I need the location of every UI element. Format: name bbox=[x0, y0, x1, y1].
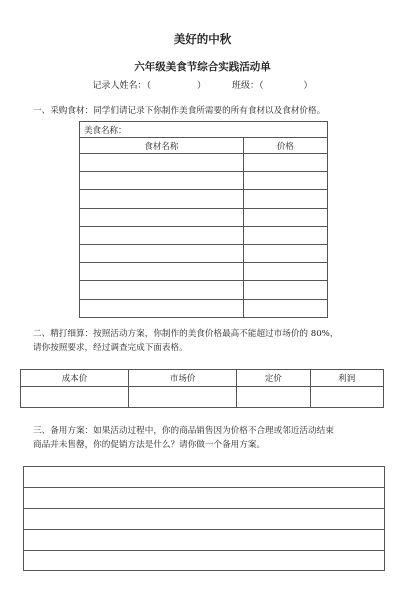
profit-header: 利润 bbox=[310, 370, 383, 387]
recorder-line bbox=[0, 78, 405, 91]
set-price-header: 定价 bbox=[237, 370, 310, 387]
backup-plan-line[interactable] bbox=[23, 529, 385, 550]
ingredients-table bbox=[79, 121, 328, 318]
price-header: 价格 bbox=[243, 138, 327, 154]
section2-line1: 二、精打细算：按照活动方案，你制作的美食价格最高不能超过市场价的 80%， bbox=[33, 329, 339, 339]
ingredient-price-cell[interactable] bbox=[243, 281, 327, 299]
dish-name-label: 美食名称： bbox=[84, 125, 127, 136]
section3-line2: 商品并未售罄，你的促销方法是什么？请你做一个备用方案。 bbox=[33, 440, 266, 450]
ingredient-price-cell[interactable] bbox=[243, 172, 327, 190]
backup-plan-line[interactable] bbox=[23, 466, 385, 487]
ingredient-name-cell[interactable] bbox=[80, 190, 244, 208]
section3-line1: 三、备用方案：如果活动过程中，你的商品销售因为价格不合理或邻近活动结束 bbox=[33, 426, 334, 436]
ingredient-price-cell[interactable] bbox=[243, 244, 327, 262]
ingredient-price-cell[interactable] bbox=[243, 208, 327, 226]
section3-instruction bbox=[33, 424, 385, 452]
ingredient-price-cell[interactable] bbox=[243, 299, 327, 317]
ingredient-name-cell[interactable] bbox=[80, 281, 244, 299]
ingredient-name-cell[interactable] bbox=[80, 208, 244, 226]
ingredient-price-cell[interactable] bbox=[243, 190, 327, 208]
cost-price-header: 成本价 bbox=[21, 370, 129, 387]
dish-name-cell[interactable] bbox=[80, 122, 328, 138]
ingredient-name-cell[interactable] bbox=[80, 263, 244, 281]
backup-plan-lines bbox=[23, 466, 385, 571]
cost-price-cell[interactable] bbox=[21, 387, 129, 408]
ingredient-name-cell[interactable] bbox=[80, 226, 244, 244]
pricing-table bbox=[20, 369, 384, 408]
section2-instruction bbox=[33, 327, 385, 355]
recorder-class-close: ） bbox=[303, 81, 313, 91]
market-price-header: 市场价 bbox=[129, 370, 237, 387]
ingredient-name-header: 食材名称 bbox=[80, 138, 244, 154]
ingredient-price-cell[interactable] bbox=[243, 154, 327, 172]
section1-instruction: 一、采购食材：同学们请记录下你制作美食所需要的所有食材以及食材价格。 bbox=[33, 106, 326, 116]
profit-cell[interactable] bbox=[310, 387, 383, 408]
recorder-name-close: ） bbox=[196, 81, 206, 91]
backup-plan-line[interactable] bbox=[23, 487, 385, 508]
recorder-class-label: 班级：（ bbox=[232, 81, 264, 91]
section2-line2: 请你按照要求，经过调查完成下面表格。 bbox=[33, 343, 188, 353]
ingredient-price-cell[interactable] bbox=[243, 263, 327, 281]
backup-plan-line[interactable] bbox=[23, 508, 385, 529]
recorder-name-label: 记录人姓名：（ bbox=[92, 81, 151, 91]
backup-plan-line[interactable] bbox=[23, 550, 385, 571]
ingredient-name-cell[interactable] bbox=[80, 299, 244, 317]
activity-sheet-subtitle: 六年级美食节综合实践活动单 bbox=[134, 61, 271, 73]
ingredient-name-cell[interactable] bbox=[80, 172, 244, 190]
ingredient-name-cell[interactable] bbox=[80, 154, 244, 172]
set-price-cell[interactable] bbox=[237, 387, 310, 408]
page-title: 美好的中秋 bbox=[173, 32, 232, 46]
ingredient-price-cell[interactable] bbox=[243, 226, 327, 244]
market-price-cell[interactable] bbox=[129, 387, 237, 408]
ingredient-name-cell[interactable] bbox=[80, 244, 244, 262]
